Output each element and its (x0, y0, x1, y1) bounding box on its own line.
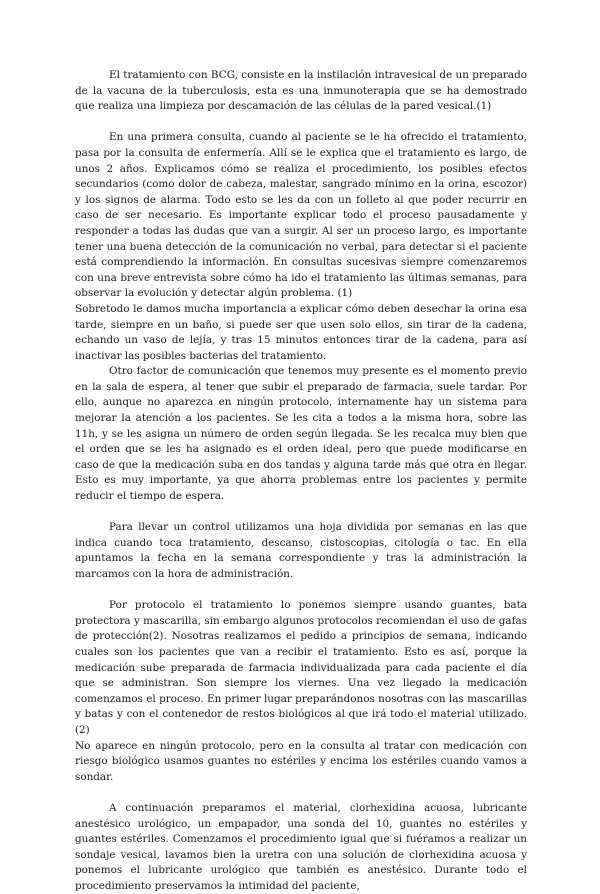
paragraph-spacer (75, 115, 527, 131)
paragraph-urine-disposal: Sobretodo le damos mucha importancia a explicar cómo deben desechar la orina esa tarde, siempre en un baño, si puede ser que usen solo ellos, sin tirar de la cadena, echando un vaso de lejía, y tras 15 minutos entonces tirar de la cadena, para así inactivar las posibles bacterias del tratamiento. (75, 302, 527, 362)
paragraph-spacer (75, 785, 527, 801)
paragraph-control-sheet: Para llevar un control utilizamos una hoja dividida por semanas en las que indica cuando toca tratamiento, descanso, cistoscopias, citología o tac. En ella apuntamos la fecha en la semana correspondiente y tras la administración la marcamos con la hora de administración. (75, 521, 527, 580)
paragraph-first-consultation: En una primera consulta, cuando al paciente se le ha ofrecido el tratamiento, pasa por la consulta de enfermería. Allí se le explica que el tratamiento es largo, de unos 2 años. Explicamos cómo se realiza el procedimiento, los posibles efectos secundarios (como dolor de cabeza, malestar, sangrado mínimo en la orina, escozor) y los signos de alarma. Todo esto se les da con un folleto al que poder recurrir en caso de ser necesario. Es importante explicar todo el proceso pausadamente y responder a todas las dudas que van a surgir. Al ser un proceso largo, es importante tener una buena detección de la comunicación no verbal, para detectar si el paciente está comprendiendo la información. En consultas sucesivas siempre comenzaremos con una breve entrevista sobre cómo ha ido el tratamiento las últimas semanas, para observar la evolución y detectar algún problema. (1) (75, 131, 527, 300)
paragraph-spacer (75, 583, 527, 599)
paragraph-protocol: Por protocolo el tratamiento lo ponemos siempre usando guantes, bata protectora y mascarilla, sin embargo algunos protocolos recomiendan el uso de gafas de protección(2). Nosotras realizamos el pedido a principios de semana, indicando cuales son los pacientes que van a recibir el tratamiento. Esto es así, porque la medicación sube preparada de farmacia individualizada para cada paciente el día que se administran. Son siempre los viernes. Una vez llegado la medicación comenzamos el proceso. En primer lugar preparándonos nosotras con las mascarillas y batas y con el contenedor de restos biológicos al que irá todo el material utilizado. (2) (75, 599, 527, 736)
paragraph-spacer (75, 505, 527, 521)
paragraph-gloves: No aparece en ningún protocolo, pero en la consulta al tratar con medicación con riesgo biológico usamos guantes no estériles y encima los estériles cuando vamos a sondar. (75, 739, 527, 783)
paragraph-materials: A continuación preparamos el material, clorhexidina acuosa, lubricante anestésico urológico, un empapador, una sonda del 10, guantes no estériles y guantes estériles. Comenzamos el procedimiento igual que si fuéramos a realizar un sondaje vesical, lavamos bien la uretra con una solución de clorhexidina acuosa y ponemos el lubricante urológico que también es anestésico. Durante todo el procedimiento preservamos la intimidad del paciente, (75, 801, 527, 892)
paragraph-bcg-intro: El tratamiento con BCG, consiste en la instilación intravesical de un preparado de la vacuna de la tuberculosis, esta es una inmunoterapia que se ha demostrado que realiza una limpieza por descamación de las células de la pared vesical.(1) (75, 69, 527, 113)
document-page (75, 68, 527, 894)
paragraph-waiting-room: Otro factor de comunicación que tenemos muy presente es el momento previo en la sala de espera, al tener que subir el preparado de farmacia, suele tardar. Por ello, aunque no aparezca en ningún protocolo, internamente hay un sistema para mejorar la atención a los pacientes. Se les cita a todos a la misma hora, sobre las 11h, y se les asigna un número de orden según llegada. Se les recalca muy bien que el orden que se les ha asignado es el orden ideal, pero que puede modificarse en caso de que la medicación suba en dos tandas y alguna tarde más que otra en llegar. Esto es muy importante, ya que ahorra problemas entre los pacientes y permite reducir el tiempo de espera. (75, 365, 527, 503)
